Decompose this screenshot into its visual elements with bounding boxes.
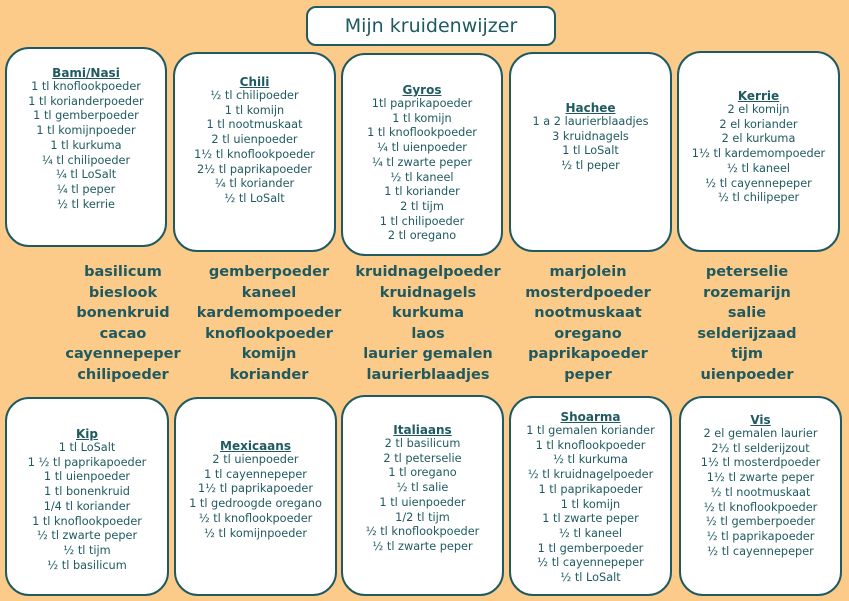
ingredient-line: 1 tl chilipoeder [379, 214, 465, 228]
ingredient-line: ½ tl cayennepeper [707, 544, 814, 558]
spice-item: kruidnagelpoeder [355, 264, 501, 280]
spice-list-column-4 [503, 262, 673, 385]
ingredient-line: ½ tl salie [396, 481, 449, 495]
ingredient-line: 1/4 tl koriander [43, 499, 131, 513]
ingredient-line: ¼ tl uienpoeder [377, 141, 467, 155]
ingredient-line: 2 tl oregano [387, 229, 457, 243]
ingredient-line: 1 tl knoflookpoeder [535, 438, 646, 452]
ingredient-line: 1½ tl zwarte peper [706, 471, 815, 485]
ingredient-line: ½ tl zwarte peper [372, 539, 473, 553]
ingredient-line: 1 tl bonenkruid [44, 485, 130, 499]
ingredient-line: ½ tl cayennepeper [537, 556, 644, 570]
recipe-name: Hachee [565, 101, 616, 115]
spice-item: rozemarijn [703, 284, 791, 301]
ingredient-line: 1½ tl kardemompoeder [691, 147, 826, 161]
ingredient-line: ½ tl kaneel [726, 161, 791, 175]
spice-item: salie [727, 305, 767, 321]
ingredient-line: 1 tl zwarte peper [542, 512, 639, 526]
ingredient-line: ½ tl peper [561, 159, 620, 173]
ingredient-line: 1 tl komijn [224, 103, 285, 117]
ingredient-line: 1 tl komijn [392, 111, 452, 125]
ingredient-line: ½ tl LoSalt [224, 191, 285, 205]
recipe-card-shoarma [509, 396, 672, 596]
ingredient-line: 3 kruidnagels [552, 129, 629, 143]
spice-item: laos [411, 325, 445, 342]
ingredient-line: 1 tl komijnpoeder [36, 124, 136, 138]
spice-item: peterselie [705, 264, 789, 280]
ingredient-line: ½ tl zwarte peper [36, 529, 138, 543]
recipe-name: Chili [239, 75, 270, 89]
ingredient-line: ½ tl nootmuskaat [710, 485, 811, 499]
ingredient-line: ½ tl kruidnagelpoeder [527, 468, 654, 482]
ingredient-line: ¼ tl zwarte peper [371, 155, 473, 169]
spice-item: peper [564, 366, 612, 383]
ingredient-line: ½ tl tijm [63, 543, 111, 557]
ingredient-line: 1 tl knoflookpoeder [31, 80, 141, 93]
spice-item: selderijzaad [697, 325, 797, 342]
ingredient-line: 1 tl LoSalt [562, 144, 619, 158]
spice-list-column-5 [662, 262, 832, 385]
ingredient-line: ¼ tl LoSalt [55, 168, 117, 182]
spice-item: basilicum [84, 264, 162, 280]
ingredient-line: ½ tl kaneel [558, 526, 623, 540]
ingredient-line: ½ tl kaneel [390, 170, 454, 184]
ingredient-line: ½ tl LoSalt [560, 571, 621, 585]
recipe-name: Gyros [402, 83, 442, 97]
ingredient-line: ½ tl knoflookpoeder [703, 500, 818, 514]
ingredient-line: ¼ tl peper [56, 182, 116, 196]
ingredient-line: 1 tl paprikapoeder [538, 482, 643, 496]
recipe-name: Vis [750, 413, 771, 427]
ingredient-line: 1 tl gemberpoeder [33, 109, 139, 123]
ingredient-line: 1tl paprikapoeder [371, 97, 473, 110]
ingredient-line: ½ tl komijnpoeder [204, 526, 307, 540]
recipe-name: Italiaans [393, 423, 452, 437]
ingredient-line: 1 tl oregano [388, 466, 457, 480]
spice-item: uienpoeder [700, 366, 794, 383]
ingredient-line: ½ tl kerrie [57, 197, 115, 211]
spice-item: koriander [229, 366, 309, 383]
spice-item: kruidnagels [379, 284, 477, 301]
recipe-card-mexicaans [174, 397, 337, 596]
spice-item: bieslook [88, 284, 158, 301]
recipe-name: Kip [75, 427, 98, 441]
ingredient-line: 2 el gemalen laurier [703, 427, 818, 440]
spice-item: chilipoeder [77, 366, 169, 383]
spice-item: kardemompoeder [196, 305, 342, 321]
recipe-card-gyros [341, 53, 503, 256]
ingredient-line: ¼ tl koriander [214, 177, 295, 191]
spice-item: tijm [731, 346, 763, 362]
ingredient-line: 2 tl uienpoeder [211, 133, 298, 147]
page-title [306, 6, 556, 46]
spice-list-column-2 [184, 262, 354, 385]
ingredient-line: 1 tl cayennepeper [204, 467, 307, 481]
spice-list-column-1 [38, 262, 208, 385]
ingredient-line: 1 tl gemalen koriander [526, 424, 655, 437]
spice-list-column-3 [343, 262, 513, 385]
recipe-card-hachee [509, 52, 672, 252]
recipe-card-bami-nasi [5, 47, 167, 247]
ingredient-line: ½ tl chilipeper [717, 191, 800, 205]
ingredient-line: 2 tl tijm [400, 199, 444, 213]
recipe-name: Shoarma [560, 410, 621, 424]
ingredient-line: 1 tl knoflookpoeder [32, 514, 142, 528]
ingredient-line: 1½ tl knoflookpoeder [194, 147, 315, 161]
spice-item: paprikapoeder [528, 346, 648, 362]
ingredient-line: ½ tl kurkuma [553, 453, 628, 467]
spice-item: kurkuma [392, 305, 464, 321]
ingredient-line: ½ tl paprikapoeder [706, 529, 815, 543]
recipe-card-kip [5, 397, 169, 596]
ingredient-line: 1 tl LoSalt [58, 441, 116, 454]
recipe-name: Kerrie [737, 89, 780, 103]
ingredient-line: 1 tl gemberpoeder [537, 541, 644, 555]
spice-item: marjolein [549, 264, 627, 280]
spice-item: cacao [99, 325, 147, 342]
ingredient-line: 1 tl korianderpoeder [28, 94, 144, 108]
spice-item: laurierblaadjes [366, 366, 490, 383]
ingredient-line: 1 tl gedroogde oregano [189, 497, 322, 511]
ingredient-line: 1 tl komijn [560, 497, 621, 511]
spice-item: cayennepeper [65, 346, 181, 362]
spice-item: nootmuskaat [534, 305, 642, 321]
ingredient-line: 2 tl uienpoeder [212, 453, 299, 466]
ingredient-line: 2 tl basilicum [384, 437, 461, 450]
spice-item: laurier gemalen [363, 346, 493, 362]
spice-item: bonenkruid [76, 305, 170, 321]
ingredient-line: 2½ tl paprikapoeder [197, 162, 312, 176]
ingredient-line: ½ tl basilicum [47, 558, 127, 572]
ingredient-line: 1 tl knoflookpoeder [367, 126, 477, 140]
ingredient-line: ½ tl cayennepeper [705, 176, 812, 190]
recipe-card-vis [679, 396, 842, 596]
ingredient-line: 1 tl koriander [384, 185, 460, 199]
ingredient-line: 1½ tl paprikapoeder [198, 482, 313, 496]
ingredient-line: 2 el komijn [727, 103, 790, 116]
ingredient-line: 1 tl uienpoeder [43, 470, 131, 484]
recipe-card-chili [173, 52, 336, 252]
ingredient-line: 2 tl peterselie [383, 451, 462, 465]
spice-item: knoflookpoeder [205, 325, 333, 342]
ingredient-line: 1 ½ tl paprikapoeder [27, 455, 147, 469]
recipe-card-italiaans [341, 395, 504, 596]
recipe-name: Mexicaans [220, 439, 291, 453]
ingredient-line: 1 tl uienpoeder [379, 495, 466, 509]
ingredient-line: 1 tl kurkuma [50, 138, 122, 152]
spice-item: kaneel [241, 284, 297, 301]
ingredient-line: 2½ tl selderijzout [711, 441, 810, 455]
spice-item: komijn [241, 346, 297, 362]
ingredient-line: ½ tl chilipoeder [210, 89, 299, 102]
page-title-text: Mijn kruidenwijzer [344, 15, 518, 37]
ingredient-line: 2 el kurkuma [721, 132, 796, 146]
ingredient-line: 1 a 2 laurierblaadjes [532, 115, 649, 128]
ingredient-line: ½ tl gemberpoeder [705, 515, 816, 529]
ingredient-line: ¼ tl chilipoeder [41, 153, 131, 167]
recipe-card-kerrie [677, 51, 840, 252]
ingredient-line: 1 tl nootmuskaat [206, 118, 303, 132]
spice-item: gemberpoeder [208, 264, 330, 280]
ingredient-line: ½ tl knoflookpoeder [365, 525, 480, 539]
spice-item: mosterdpoeder [525, 284, 651, 301]
ingredient-line: 2 el koriander [719, 117, 798, 131]
ingredient-line: ½ tl knoflookpoeder [198, 511, 313, 525]
spice-item: oregano [554, 325, 622, 342]
recipe-name: Bami/Nasi [52, 66, 120, 80]
ingredient-line: 1/2 tl tijm [395, 510, 450, 524]
ingredient-line: 1½ tl mosterdpoeder [700, 456, 821, 470]
